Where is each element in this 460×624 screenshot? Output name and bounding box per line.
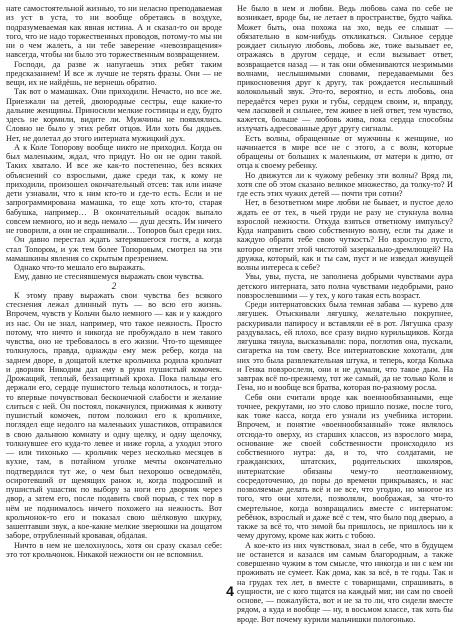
paragraph: Так вот о мамашках. Они приходили. Нечасто, но все же. Приезжали на детей, двоюродные сестры, еще какие-то дальние женщины. Приносили мелкие гостинцы и еду, будто здесь не кормили, видите ли. Мужчины не появлялись. Словно не было у этих ребят отцов. Или хоть бы дядьев. Нет, не долетал до этого интерната мужицкий дух. [6,87,222,143]
section-number: 2 [111,280,117,291]
paragraph: А кое-кто из них чувствовал, знал в себе, что в будущем не останется и казался им самым благородным, а также совершенно чужим в том смысле, что никогда и ни с кем ни проживать не сумеет. Как дома, как за всё, в те годы. Так и на грудах тех лет, в вместе с товарищами, спрашивать, в сущности, не с кого тщатся на каждый миг, ни сам по своей основе, — пожалуйста, вот и не за то ли, что сидели вместе рядом, а куда и вообще — ну, в восьмом классе, так хоть бы вроде. Вот почему курили мальчишки пологонько. [237,540,453,624]
right-column [237,4,453,624]
paragraph: Себя они считали вроде как военнообязанными, еще точнее, рекрутами, но это слово пришло позже, после того, как тоже касса, когда его узнали из учебника истории. Впрочем, и понятие «военнообязанный» тоже являлось отсюда-то оверху, из старших классов, из взрослого мира, основание же своей собственности происходило из собственного нутра: да, и то, что солдатами, не гражданских, штатских, родительских школяров, интернатские обязаны чему-то неотложенному, сосредоточенно, до поры до времени прикрываясь, и нас позволяемые делать всё и не все, что угодно, но многое из того, что они хотели, позволяли, воображая, за что-то смертельное, когда возвращались вместе с интернатом: ребёнок, взрослый и даже всё с тем, что было под дверью, а также за всё то, что зимой бы пришлось, не пришлось ни к чему другому, кроме как жить с тобою. [237,392,453,541]
paragraph: Господи, да разве ж напугаешь этих ребят таким предсказанием! И все ж лучше не терять фразы. Они — не вещи, их не найдёшь, не вернешь обратно. [6,59,222,87]
paragraph: Увы, увы, пуста, не заполнена добрыми чувствами аура детского интерната, зато полна чувствами недобрыми, рано повзрослевшими — у тех, у кого такая есть возраст. [237,272,453,300]
paragraph: нате самостоятельной жизнью, то ни неласно преподаваемая из уст в уста, то ни вообще обретаясь в воздухе, подразумеваемая как явная истина. А и сказал-то он вроде того, что не надо торжественных проводов, потому-то мы ни ни о чем жалеть, а ни тебе заверение «невозвращения» навсегда, чтобы ни было это торжественным возвращением. [6,4,222,60]
paragraph: Не было в нем и любви. Ведь любовь сама по себе не возникает, вроде бы, не летает в пространстве, будто чайка. Может быть, она похожа на эхо, ведь ее слышат — обязательно в ком-нибудь откликаться. Сильное сердце рождает сильную любовь, любовь же, тоже вызывает ее, отражаясь в другом сердце, и если вызывает ответ, возвращается назад — и так они обмениваются незримыми волнами, неслышимыми словами, передаваемыми без прикосновения друг к другу, так рождается неслышный колокольный звук. Это-то, вероятно, и есть любовь, она передаётся через руки и губы, сердцем своим, и, вправду, чем ласковей и сильнее, тем живее в ней ответ, тем чувство, кажется, больше — любовь жива, пока сердца способны излучать адресованные друг другу сигналы. [237,4,453,134]
paragraph: К этому праву выражать свои чувства без всякого стеснения лежал длинный путь — во всю его жизнь. Впрочем, чувств у Кольчи было немного — как и у каждого из нас. Он не знал, например, что такое нежность. Просто потому, что ничто и никогда не пробуждало в нем такого чувства, оно не требовалось в его жизни. Что-то щемящее толкнулось, правда, однажды ему меж ребер, когда на заднем дворе, в дощатой клетке крольчиха родила крольчат и дворник Никодим дал ему в руки пушистый комочек. Дрожащий, теплый, беззащитный кроха. Пока пальцы его держали его, сердце пушистого тельца колотилось, и тогда-то впервые почувствовал бесконечной слабости и желание слиться с ней. Он постоял, покачнулся, прижимая к животу пушистый комочек, потом положил его к крольчихе, поглядел еще недолго на маленьких ушастиков, отправился в свою дальнюю комнату и одну щелку, и одну щелочку, толкнувшее его куда-то левее и ниже горла, а уходил этого — или тихонько — крольчик через несколько месяцев в кухне, там, в потайном уголке мечты окончательно подтвердился тут же, о чем был нехорошо осведомлён, осиротевший от щемящих ранок и, когда подросший и пушистый ушастик по выбору за ноги его дворник через двор, а затем его, после подавить свой порыв, с тех пор в нём не поднималось ничего похожего на нежность. Вот крольчонок-то его и показал свою шёлковую шкурку, зашептавши звук, а кое-какие мелкие зверюшки на дощатом заборе, отрубленный кровавая, обдалая. [6,290,222,541]
paragraph: Ему, давно не стеснявшемуся выражать свои чувства. [14,272,204,282]
left-column [6,4,222,584]
page-number: 4 [226,583,234,599]
paragraph: Однако что-то мешало его выражать. [14,263,145,272]
paragraph: Среди интернатовских была темная забава — курево для лягушек. Отыскивали лягушку, желательно покрупнее, раскуривали папиросу и вставляли её в рот. Лягушка сразу раздувалась, ей плохо, все сразу видно курильщиков. Когда лягушка тянула, высказывали: пора, поглотив она, пускали, сигаретка на том свету. Все интернатовские хохотали, для них это была развлекательная штука, и теперь, когда Колька и Генка повзрослели, они и не думали, что такое дым. На завтрак всё по-прежнему, тот же самый, да не только Коля и Гена, но и вообще вся братва, которая по-разному росла. [237,300,453,393]
paragraph: Есть волны, обращенные от мужчины к женщине, но начинается в мире все не с этого, а с волн, которые обращены от больших к маленьким, от матери к дитю, от отца к своему ребенку. [237,133,453,171]
paragraph: Нет, в безответном мире любви не бывает, и пустое дело ждать ее от тех, в чьей груди не разу не стукнула волна взрослой нежности. Откуда взяться ответному импульсу? Куда направить свою собственную волну, если ты даже и каждую обрати тебе свою чуткость? Но взрослую пусто, которое ответит этой чистотой зазеркально-дремлющей? На дружка, который, как и ты сам, пуст и не изведал живущей волны интереса к себе? [237,198,453,272]
paragraph: Он давно перестал ждать затерявшегося гостя, а когда стал Топором, и уж тем более Топоровым, смотрел на эти мамашкины явления со скрытым презрением. [6,235,222,263]
paragraph: А к Коле Топорову вообще никто не приходил. Когда он был маленьким, ждал, что придут. Но он не один такой. Таких хватало. И все же как-то постепенно, без всяких объяснений со взрослыми, даже среди так, к кому не приходили, произошел окончательный отсев: так или иначе дети узнавали, что к ним кто-то и где-то есть. Если и не запрограммирована мамашка, то еще хоть кто-то, старая бабушка, например… В окончательный осадок выпало совсем немного, но и ведь немало — душ десять. Им ничего не говорили, а они не спрашивали… Топоров был среди них. [6,142,222,235]
paragraph: Но движутся ли к чужому ребенку эти волны? Вряд ли, хотя спе об этом сказано великое множество, да толку-то? И где есть этих чужих детей — почти три сотни? [237,170,453,198]
paragraph: Ничто в нем не шелохнулось, хотя он сразу сказал себе: это тот крольчонок. Никакой нежности он не вспомнил. [6,540,222,559]
